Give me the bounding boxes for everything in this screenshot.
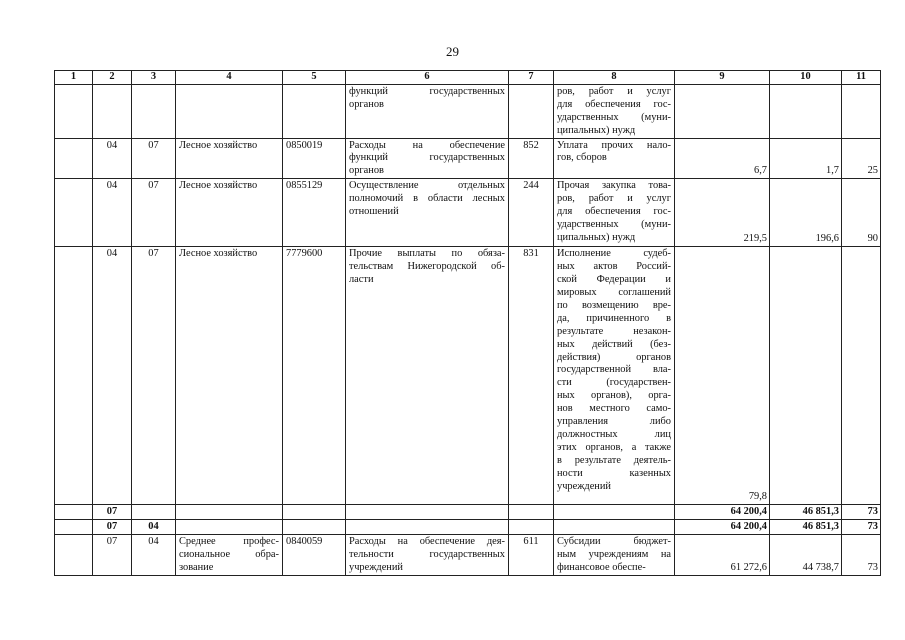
subtotal-row <box>55 505 881 520</box>
cell-target-name <box>346 247 509 505</box>
subtotal-row <box>55 520 881 535</box>
cell-col1 <box>55 520 93 535</box>
cell-value-9: 219,5 <box>675 179 770 247</box>
cell-line: сиональное обра- <box>179 548 279 560</box>
cell-line: учреждений <box>349 561 403 573</box>
cell-name: Лесное хозяйство <box>176 138 283 179</box>
cell-line: действия) органов <box>557 351 671 363</box>
cell-target-article: 7779600 <box>283 247 346 505</box>
header-cell: 7 <box>509 71 554 85</box>
cell-line: Прочая закупка това- <box>557 180 671 192</box>
header-cell: 3 <box>132 71 176 85</box>
cell-expense-name <box>554 179 675 247</box>
header-cell: 4 <box>176 71 283 85</box>
cell-line: для обеспечения гос- <box>557 206 671 218</box>
cell-value-11 <box>842 84 881 138</box>
cell-target-article: 0850019 <box>283 138 346 179</box>
cell-name <box>176 84 283 138</box>
cell-line: ров, работ и услуг <box>557 193 671 205</box>
cell-section: 04 <box>93 138 132 179</box>
cell-expense-type <box>509 84 554 138</box>
cell-line: Осуществление отдельных <box>349 180 505 192</box>
header-cell: 1 <box>55 71 93 85</box>
header-row <box>55 71 881 85</box>
table-row <box>55 179 881 247</box>
header-cell: 8 <box>554 71 675 85</box>
cell-target-name <box>346 505 509 520</box>
cell-line: гов, сборов <box>557 152 607 164</box>
cell-expense-type: 611 <box>509 535 554 576</box>
cell-value-11: 25 <box>842 138 881 179</box>
cell-line: ности казенных <box>557 467 671 479</box>
cell-expense-name <box>554 247 675 505</box>
cell-value-11: 73 <box>842 520 881 535</box>
cell-target-article <box>283 520 346 535</box>
cell-line: функций государственных <box>349 152 505 164</box>
cell-col1 <box>55 179 93 247</box>
cell-subsection: 04 <box>132 520 176 535</box>
cell-name: Лесное хозяйство <box>176 247 283 505</box>
cell-section: 07 <box>93 505 132 520</box>
cell-expense-type: 244 <box>509 179 554 247</box>
header-cell: 2 <box>93 71 132 85</box>
cell-line: государственной вла- <box>557 364 671 376</box>
table-row <box>55 535 881 576</box>
cell-target-name <box>346 138 509 179</box>
cell-line: тельствам Нижегородской об- <box>349 261 505 273</box>
cell-line: отношений <box>349 206 399 218</box>
cell-value-9 <box>675 84 770 138</box>
page-number: 29 <box>446 44 459 59</box>
cell-value-10: 196,6 <box>770 179 842 247</box>
cell-name <box>176 520 283 535</box>
cell-line: Субсидии бюджет- <box>557 536 671 548</box>
cell-subsection: 07 <box>132 179 176 247</box>
cell-line: ных актов Россий- <box>557 261 671 273</box>
cell-target-article <box>283 84 346 138</box>
cell-col1 <box>55 84 93 138</box>
cell-value-9: 64 200,4 <box>675 505 770 520</box>
cell-line: ципальных) нужд <box>557 124 636 136</box>
cell-section: 04 <box>93 247 132 505</box>
cell-value-9: 64 200,4 <box>675 520 770 535</box>
cell-line: тельности государственных <box>349 548 505 560</box>
cell-col1 <box>55 535 93 576</box>
cell-target-article: 0855129 <box>283 179 346 247</box>
cell-line: учреждений <box>557 480 611 492</box>
cell-target-article: 0840059 <box>283 535 346 576</box>
cell-line: ударственных (муни- <box>557 218 671 230</box>
cell-line: полномочий в области лесных <box>349 193 505 205</box>
cell-name <box>176 505 283 520</box>
cell-line: зование <box>179 561 214 573</box>
cell-name <box>176 535 283 576</box>
cell-line: сти (государствен- <box>557 377 671 389</box>
cell-line: Прочие выплаты по обяза- <box>349 248 505 260</box>
cell-value-9: 6,7 <box>675 138 770 179</box>
budget-table <box>54 70 881 576</box>
cell-section: 07 <box>93 520 132 535</box>
table-row <box>55 84 881 138</box>
cell-subsection: 07 <box>132 138 176 179</box>
cell-target-name <box>346 535 509 576</box>
cell-expense-name <box>554 138 675 179</box>
cell-value-10: 44 738,7 <box>770 535 842 576</box>
table-row <box>55 247 881 505</box>
cell-line: органов <box>349 165 384 177</box>
cell-line: Расходы на обеспечение <box>349 139 505 151</box>
cell-line: Среднее профес- <box>179 536 279 548</box>
cell-line: ципальных) нужд <box>557 231 636 243</box>
cell-value-10: 1,7 <box>770 138 842 179</box>
cell-value-9: 79,8 <box>675 247 770 505</box>
cell-expense-type: 852 <box>509 138 554 179</box>
cell-value-11: 90 <box>842 179 881 247</box>
cell-line: органов <box>349 98 384 110</box>
cell-expense-name <box>554 520 675 535</box>
cell-section <box>93 84 132 138</box>
cell-value-11: 73 <box>842 535 881 576</box>
cell-line: ров, работ и услуг <box>557 85 671 97</box>
cell-line: ской Федерации и <box>557 274 671 286</box>
cell-line: Исполнение судеб- <box>557 248 671 260</box>
cell-line: финансовое обеспе- <box>557 561 646 573</box>
cell-target-name <box>346 84 509 138</box>
cell-line: в результате деятель- <box>557 454 671 466</box>
cell-line: Уплата прочих нало- <box>557 139 671 151</box>
header-cell: 6 <box>346 71 509 85</box>
cell-target-name <box>346 520 509 535</box>
cell-line: да, причиненного в <box>557 312 671 324</box>
cell-value-10 <box>770 84 842 138</box>
header-cell: 5 <box>283 71 346 85</box>
cell-section: 07 <box>93 535 132 576</box>
cell-value-10: 46 851,3 <box>770 520 842 535</box>
cell-line: для обеспечения гос- <box>557 98 671 110</box>
header-cell: 11 <box>842 71 881 85</box>
cell-subsection: 04 <box>132 535 176 576</box>
cell-expense-name <box>554 505 675 520</box>
cell-col1 <box>55 247 93 505</box>
cell-value-11 <box>842 247 881 505</box>
cell-value-9: 61 272,6 <box>675 535 770 576</box>
cell-col1 <box>55 505 93 520</box>
cell-expense-name <box>554 84 675 138</box>
cell-subsection <box>132 505 176 520</box>
cell-line: должностных лиц <box>557 428 671 440</box>
cell-line: мировых соглашений <box>557 286 671 298</box>
cell-expense-type <box>509 505 554 520</box>
cell-subsection <box>132 84 176 138</box>
cell-line: функций государственных <box>349 85 505 97</box>
cell-target-name <box>346 179 509 247</box>
cell-col1 <box>55 138 93 179</box>
cell-value-11: 73 <box>842 505 881 520</box>
cell-expense-type: 831 <box>509 247 554 505</box>
header-cell: 10 <box>770 71 842 85</box>
cell-target-article <box>283 505 346 520</box>
cell-line: управления либо <box>557 416 671 428</box>
cell-value-10 <box>770 247 842 505</box>
cell-expense-type <box>509 520 554 535</box>
cell-name: Лесное хозяйство <box>176 179 283 247</box>
cell-line: результате незакон- <box>557 325 671 337</box>
cell-line: по возмещению вре- <box>557 299 671 311</box>
cell-line: ным учреждениям на <box>557 548 671 560</box>
cell-line: нов местного само- <box>557 403 671 415</box>
cell-value-10: 46 851,3 <box>770 505 842 520</box>
table-row <box>55 138 881 179</box>
cell-section: 04 <box>93 179 132 247</box>
cell-line: ных органов), орга- <box>557 390 671 402</box>
cell-expense-name <box>554 535 675 576</box>
cell-line: Расходы на обеспечение дея- <box>349 536 505 548</box>
header-cell: 9 <box>675 71 770 85</box>
cell-line: ударственных (муни- <box>557 111 671 123</box>
cell-line: этих органов, а также <box>557 441 671 453</box>
cell-line: ласти <box>349 274 374 286</box>
cell-line: ных действий (без- <box>557 338 671 350</box>
cell-subsection: 07 <box>132 247 176 505</box>
